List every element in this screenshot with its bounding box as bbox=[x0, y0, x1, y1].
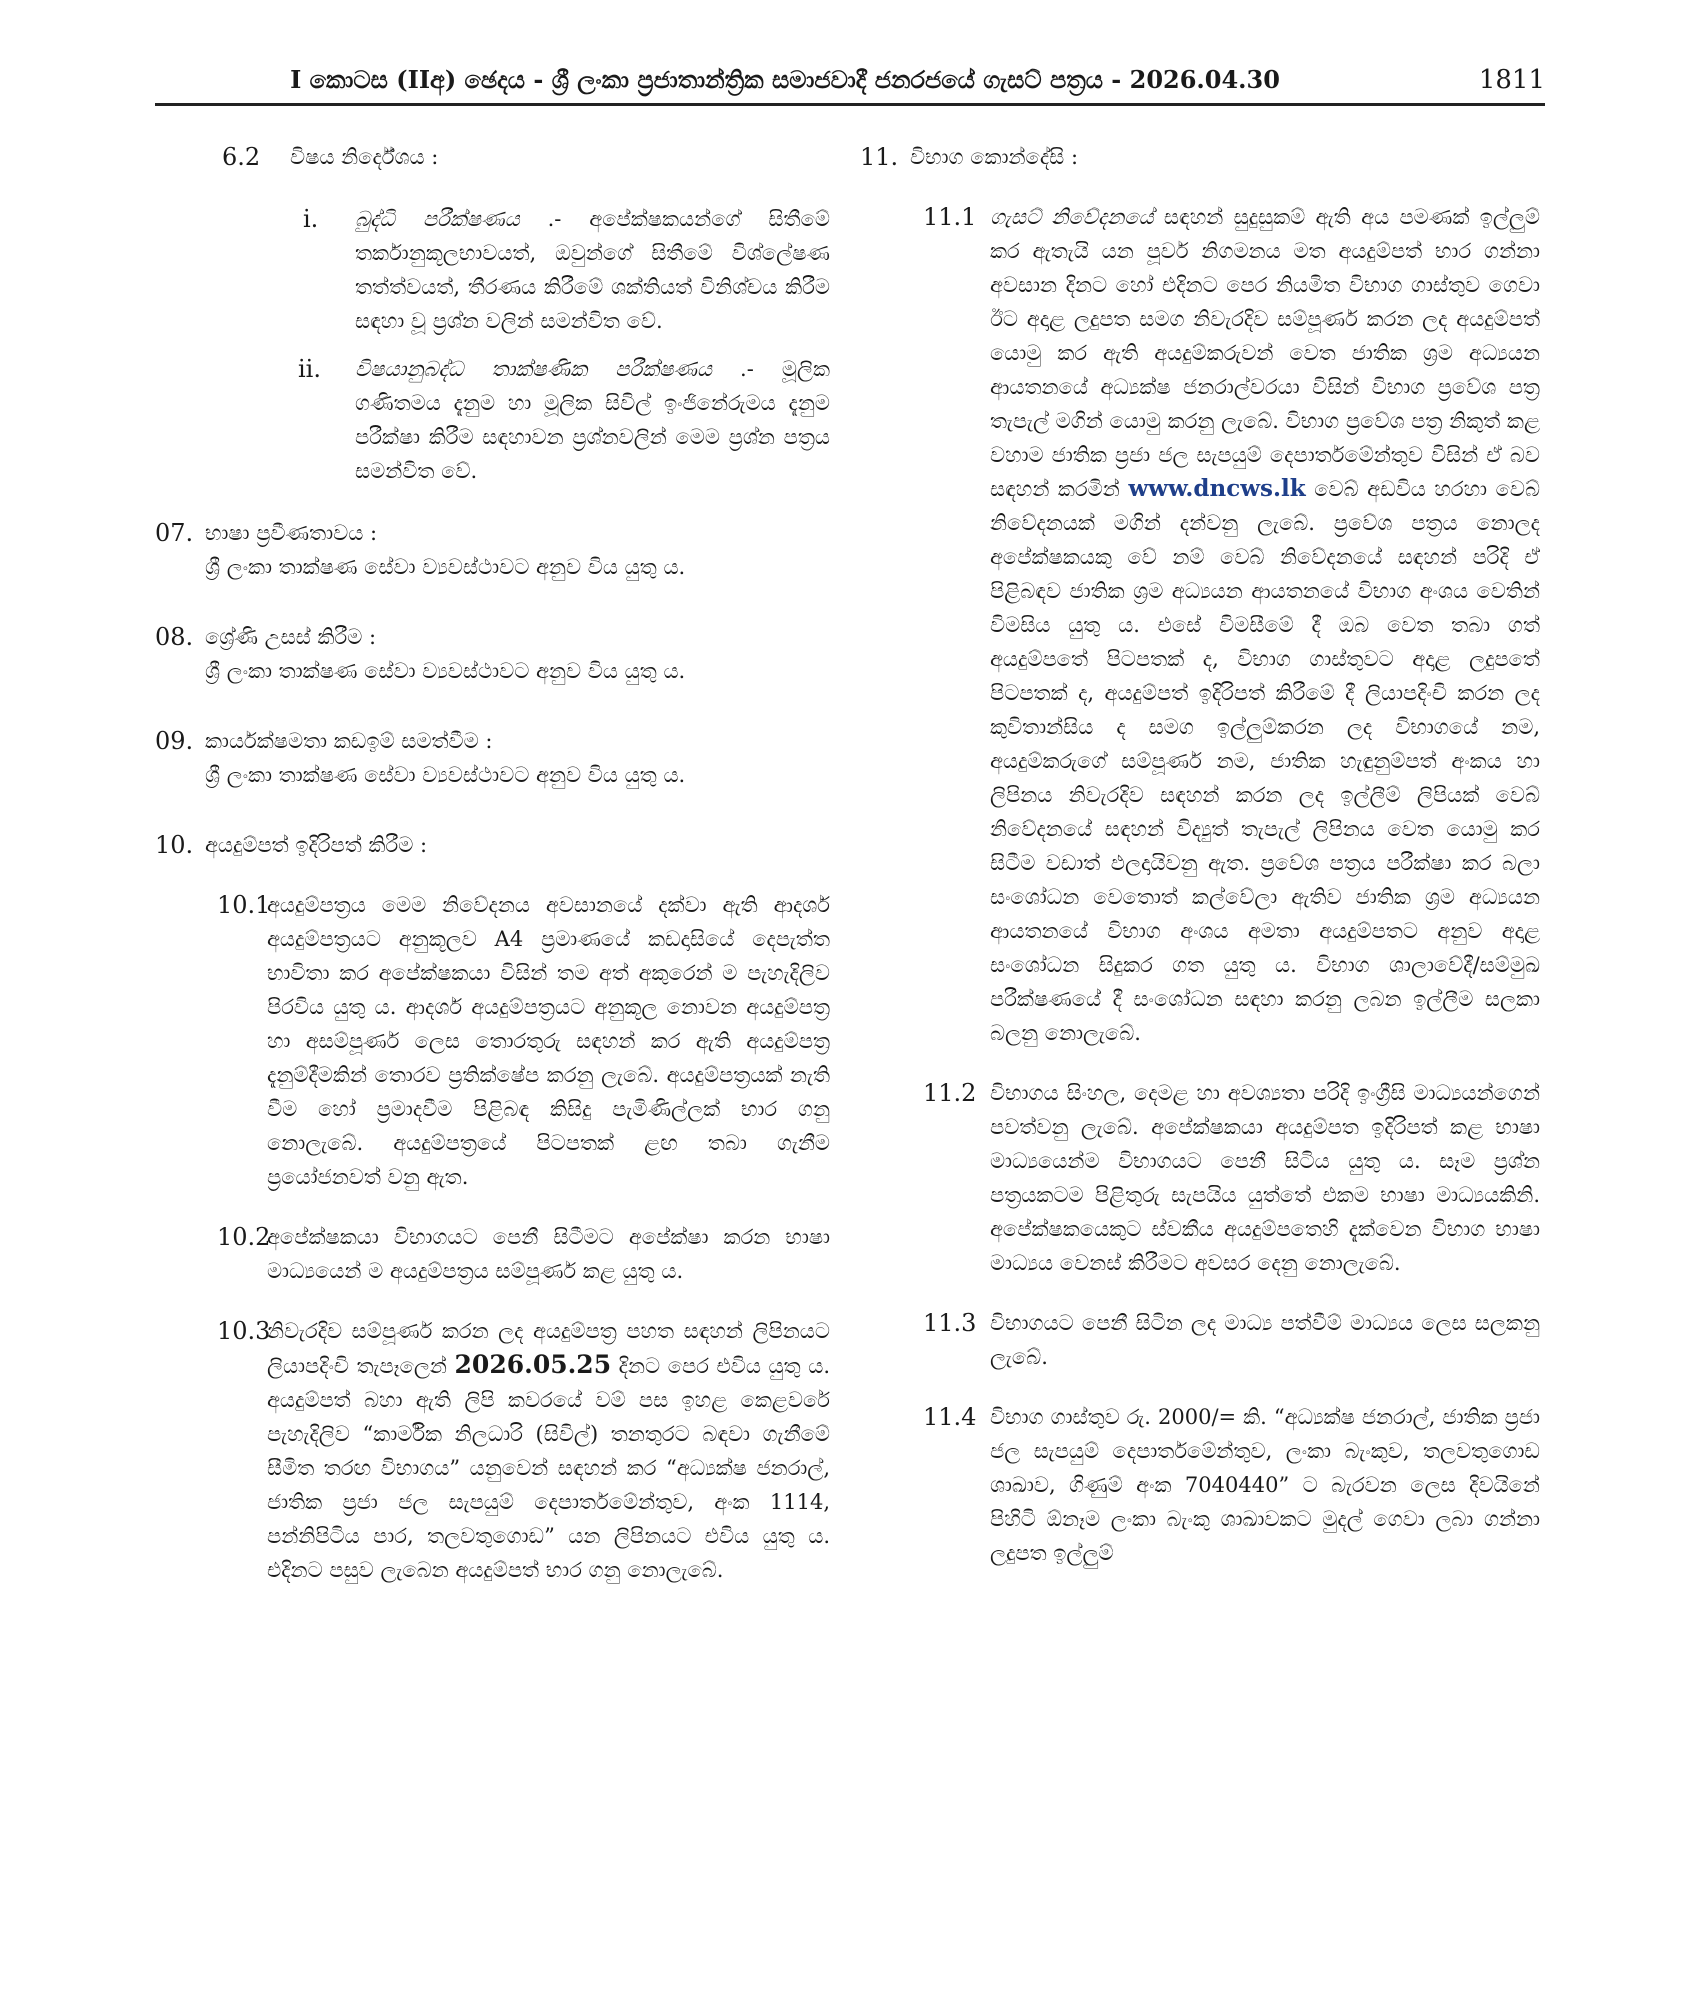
section-11-2 bbox=[860, 1076, 1540, 1280]
item-title: බුද්ධි පරීක්ෂණය bbox=[355, 207, 520, 231]
section-10-2 bbox=[155, 1220, 830, 1288]
left-column bbox=[155, 140, 830, 1587]
section-10-1 bbox=[155, 888, 830, 1194]
section-body: අපේක්ෂකයා විභාගයට පෙනී සිටීමට අපේක්ෂා කරන භාෂා මාධ්‍යයෙන් ම අයදුම්පත්‍රය සම්පූර්ණ කළ යුතු ය. bbox=[267, 1225, 830, 1283]
item-number: ii. bbox=[298, 355, 321, 383]
section-number: 11.3 bbox=[923, 1309, 977, 1337]
section-body-a: නිවැරදිව සම්පූර්ණ කරන ලද අයදුම්පත්‍ර පහත සඳහන් ලිපිනයට ලියාපදිංචි තැපෑලෙන් bbox=[267, 1319, 830, 1378]
right-column bbox=[860, 140, 1540, 1570]
section-number: 11.1 bbox=[923, 203, 977, 231]
section-body-b: දිනට පෙර එවිය යුතු ය. අයදුම්පත් බහා ඇති ලිපි කවරයේ වම් පස ඉහළ කෙළවරේ පැහැදිලිව “කාර්මික නිලධාරි (සිවිල්) තනතුරට බඳවා ගැනීමේ සීමිත තරඟ විභාගය” යනුවෙන් සඳහන් කර “අධ්‍යක්ෂ ජනරාල්, ජාතික ප්‍රජා ජල සැපයුම් දෙපාර්තමේන්තුව, අංක 1114, පන්නිපිටිය පාර, තලවතුගොඩ” යන ලිපිනයට එවිය යුතු ය. එදිනට පසුව ලැබෙන අයදුම්පත් භාර ගනු නොලැබේ. bbox=[267, 1354, 831, 1582]
section-body: විභාගයට පෙනී සිටින ලද මාධ්‍ය පත්වීම් මාධ්‍යය ලෙස සලකනු ලැබේ. bbox=[990, 1311, 1540, 1369]
section-heading: විෂය නිර්දේශය : bbox=[290, 145, 439, 169]
section-number: 10.1 bbox=[217, 891, 271, 919]
section-10-3 bbox=[155, 1314, 830, 1587]
header-title: I කොටස (IIඅ) ඡෙදය - ශ්‍රී ලංකා ප්‍රජාතාන්ත්‍රික සමාජවාදී ජනරජයේ ගැසට් පත්‍රය - 2026.04.30 bbox=[290, 65, 1280, 94]
item-number: i. bbox=[303, 205, 319, 233]
item-body: .- මූලික ගණිතමය දැනුම හා මූලික සිවිල් ඉංජිනේරුමය දැනුම පරීක්ෂා කිරීම සඳහාවන ප්‍රශ්නවලින් මෙම ප්‍රශ්න පත්‍රය සමන්විත වේ. bbox=[355, 357, 831, 483]
page-header bbox=[155, 64, 1545, 102]
section-body-b: වෙබ් අඩවිය හරහා වෙබ් නිවේදනයක් මගින් දන්වනු ලැබේ. ප්‍රවේශ පත්‍රය නොලද අපේක්ෂකයකු වේ නම් වෙබ් නිවේදනයේ සඳහන් පරිදි ඒ පිළිබඳව ජාතික ශ්‍රම අධ්‍යයන ආයතනයේ විභාග අංශය වෙතින් විමසිය යුතු ය. එසේ විමසීමේ දී ඔබ වෙත තබා ගත් අයදුම්පතේ පිටපතක් ද, විභාග ගාස්තුවට අදාළ ලදුපතේ පිටපතක් ද, අයදුම්පත් ඉදිරිපත් කිරීමේ දී ලියාපදිංචි කරන ලද කුවිතාන්සිය ද සමග ඉල්ලුම්කරන ලද විභාගයේ නම, අයදුම්කරුගේ සම්පූර්ණ නම, ජාතික හැඳුනුම්පත් අංකය හා ලිපිනය නිවැරදිව සඳහන් කරන ලද ඉල්ලීම් ලිපියක් වෙබ් නිවේදනයේ සඳහන් විද්‍යුත් තැපැල් ලිපිනය වෙත යොමු කර සිටීම වඩාත් ඵලදායිවනු ඇත. ප්‍රවේශ පත්‍රය පරීක්ෂා කර බලා සංශෝධන වෙතොත් කල්වේලා ඇතිව ජාතික ශ්‍රම අධ්‍යයන ආයතනයේ විභාග අංශය අමතා අයදුම්පතට අනුව අදාළ සංශෝධන සිදුකර ගත යුතු ය. විභාග ශාලාවේදී/සම්මුඛ පරීක්ෂණයේ දී සංශෝධන සඳහා කරනු ලබන ඉල්ලීම සලකා බලනු නොලැබේ. bbox=[990, 477, 1540, 1045]
section-11-3 bbox=[860, 1306, 1540, 1374]
section-number: 10.2 bbox=[217, 1223, 271, 1251]
header-rule bbox=[155, 103, 1545, 106]
section-heading: ශ්‍රේණි උසස් කිරීම : bbox=[205, 625, 377, 649]
section-body: ශ්‍රී ලංකා තාක්ෂණ සේවා ව්‍යවස්ථාවට අනුව විය යුතු ය. bbox=[205, 555, 686, 579]
section-body: ශ්‍රී ලංකා තාක්ෂණ සේවා ව්‍යවස්ථාවට අනුව විය යුතු ය. bbox=[205, 659, 686, 683]
section-11-1 bbox=[860, 200, 1540, 1050]
section-body: විභාගය සිංහල, දෙමළ හා අවශ්‍යතා පරිදි ඉංග්‍රීසි මාධ්‍යයන්ගෙන් පවත්වනු ලැබේ. අපේක්ෂකයා අයදුම්පත ඉදිරිපත් කළ භාෂා මාධ්‍යයෙන්ම විභාගයට පෙනී සිටිය යුතු ය. සෑම ප්‍රශ්න පත්‍රයකටම පිළිතුරු සැපයිය යුත්තේ එකම භාෂා මාධ්‍යයකිනි. අපේක්ෂකයෙකුට ස්වකීය අයදුම්පතෙහි දැක්වෙන විභාග භාෂා මාධ්‍යය වෙනස් කිරීමට අවසර දෙනු නොලැබේ. bbox=[990, 1081, 1540, 1275]
section-09 bbox=[155, 724, 830, 792]
section-number: 10. bbox=[155, 831, 194, 859]
section-heading: කාර්යක්ෂමතා කඩඉම් සමත්වීම : bbox=[205, 729, 493, 753]
section-body-a: සඳහන් සුදුසුකම් ඇති අය පමණක් ඉල්ලුම් කර ඇතැයි යන පූර්ව නිගමනය මත අයදුම්පත් භාර ගන්නා අවසාන දිනට හෝ එදිනට පෙර නියමිත විභාග ගාස්තුව ගෙවා ඊට අදාළ ලදුපත සමග නිවැරදිව සම්පූර්ණ කරන ලද අයදුම්පත් යොමු කර ඇති අයදුම්කරුවන් වෙත ජාතික ශ්‍රම අධ්‍යයන ආයතනයේ අධ්‍යක්ෂ ජනරාල්වරයා විසින් විභාග ප්‍රවේශ පත්‍ර තැපැල් මගින් යොමු කරනු ලැබේ. විභාග ප්‍රවේශ පත්‍ර නිකුත් කළ වහාම ජාතික ප්‍රජා ජල සැපයුම් දෙපාර්තමේන්තුව විසින් ඒ බව සඳහන් කරමින් bbox=[990, 205, 1541, 501]
section-11 bbox=[860, 140, 1540, 174]
item-body: .- අපේක්ෂකයන්ගේ සිතීමේ තර්කානුකූලභාවයත්, ඔවුන්ගේ සිතීමේ විශ්ලේෂණ තත්ත්වයත්, තීරණය කිරීමේ ශක්තියත් විනිශ්චය කිරීම සඳහා වූ ප්‍රශ්න වලින් සමන්විත වේ. bbox=[355, 207, 830, 333]
item-title: විෂයානුබද්ධ තාක්ෂණික පරීක්ෂණය bbox=[355, 357, 713, 381]
section-body: අයදුම්පත්‍රය මෙම නිවේදනය අවසානයේ දක්වා ඇති ආදර්ශ අයදුම්පත්‍රයට අනුකූලව A4 ප්‍රමාණයේ කඩදාසියේ දෙපැත්ත භාවිතා කර අපේක්ෂකයා විසින් තම අත් අකුරෙන් ම පැහැදිලිව පිරවිය යුතු ය. ආදර්ශ අයදුම්පත්‍රයට අනුකූල නොවන අයදුම්පත්‍ර හා අසම්පූර්ණ ලෙස තොරතුරු සඳහන් කර ඇති අයදුම්පත්‍ර දැනුම්දීමකින් තොරව ප්‍රතික්ෂේප කරනු ලැබේ. අයදුම්පත්‍රයක් නැති වීම හෝ ප්‍රමාදවීම පිළිබඳ කිසිදු පැමිණිල්ලක් භාර ගනු නොලැබේ. අයදුම්පත්‍රයේ පිටපතක් ළඟ තබා ගැනීම ප්‍රයෝජනවත් වනු ඇත. bbox=[267, 893, 830, 1189]
section-number: 11. bbox=[860, 143, 899, 171]
section-number: 08. bbox=[155, 623, 194, 651]
section-number: 11.4 bbox=[923, 1403, 977, 1431]
section-body: ශ්‍රී ලංකා තාක්ෂණ සේවා ව්‍යවස්ථාවට අනුව විය යුතු ය. bbox=[205, 763, 686, 787]
closing-date: 2026.05.25 bbox=[454, 1350, 612, 1379]
section-6-2 bbox=[155, 140, 830, 174]
section-number: 07. bbox=[155, 519, 194, 547]
section-11-4 bbox=[860, 1400, 1540, 1570]
page-number: 1811 bbox=[1478, 65, 1545, 95]
section-10 bbox=[155, 828, 830, 862]
section-number: 10.3 bbox=[217, 1317, 271, 1345]
section-heading: අයදුම්පත් ඉදිරිපත් කිරීම : bbox=[205, 833, 428, 857]
section-number: 09. bbox=[155, 727, 194, 755]
section-number: 11.2 bbox=[923, 1079, 977, 1107]
website-link[interactable]: www.dncws.lk bbox=[1128, 475, 1306, 502]
section-body: විභාග ගාස්තුව රු. 2000/= කි. “අධ්‍යක්ෂ ජනරාල්, ජාතික ප්‍රජා ජල සැපයුම් දෙපාර්තමේන්තුව, ලංකා බැංකුව, තලවතුගොඩ ශාඛාව, ගිණුම් අංක 7040440” ට බැරවන ලෙස දිවයිනේ පිහිටි ඕනෑම ලංකා බැංකු ශාඛාවකට මුදල් ගෙවා ලබා ගන්නා ලදුපත ඉල්ලුම් bbox=[990, 1405, 1540, 1565]
section-heading: විභාග කොන්දේසි : bbox=[910, 145, 1079, 169]
section-6-2-ii bbox=[155, 352, 830, 488]
section-heading: භාෂා ප්‍රවීණතාවය : bbox=[205, 521, 378, 545]
section-number: 6.2 bbox=[222, 143, 261, 171]
section-6-2-i bbox=[155, 202, 830, 338]
section-07 bbox=[155, 516, 830, 584]
section-lead: ගැසට් නිවේදනයේ bbox=[990, 205, 1154, 229]
section-08 bbox=[155, 620, 830, 688]
